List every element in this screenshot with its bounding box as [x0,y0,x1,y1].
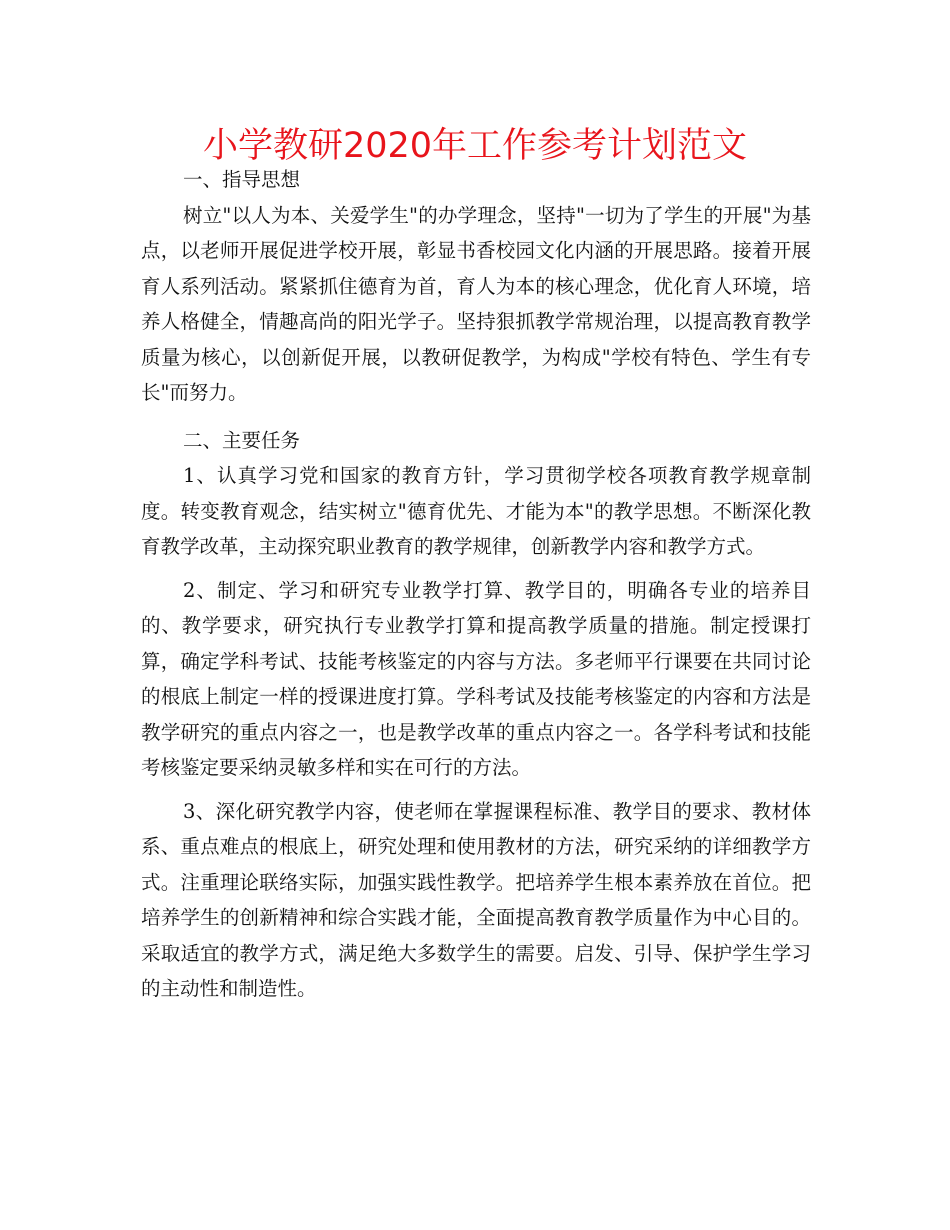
section-heading-guiding-ideology: 一、指导思想 [183,168,301,191]
paragraph-task-1: 1、认真学习党和国家的教育方针，学习贯彻学校各项教育教学规章制度。转变教育观念，结实树立"德育优先、才能为本"的教学思想。不断深化教育教学改革，主动探究职业教育的教学规律，创新教学内容和教学方式。 [141,464,811,558]
paragraph-task-3: 3、深化研究教学内容，使老师在掌握课程标准、教学目的要求、教材体系、重点难点的根底上，研究处理和使用教材的方法，研究采纳的详细教学方式。注重理论联络实际，加强实践性教学。把培养学生根本素养放在首位。把培养学生的创新精神和综合实践才能，全面提高教育教学质量作为中心目的。采取适宜的教学方式，满足绝大多数学生的需要。启发、引导、保护学生学习的主动性和制造性。 [141,799,811,1000]
section-heading-main-tasks: 二、主要任务 [183,428,301,452]
document-body [141,162,811,1007]
paragraph-task-2: 2、制定、学习和研究专业教学打算、教学目的，明确各专业的培养目的、教学要求，研究执行专业教学打算和提高教学质量的措施。制定授课打算，确定学科考试、技能考核鉴定的内容与方法。多老师平行课要在共同讨论的根底上制定一样的授课进度打算。学科考试及技能考核鉴定的内容和方法是教学研究的重点内容之一，也是教学改革的重点内容之一。各学科考试和技能考核鉴定要采纳灵敏多样和实在可行的方法。 [141,578,811,779]
document-title: 小学教研2020年工作参考计划范文 [202,126,748,166]
paragraph-guiding-ideology: 树立"以人为本、关爱学生"的办学理念，坚持"一切为了学生的开展"为基点，以老师开展促进学校开展，彰显书香校园文化内涵的开展思路。接着开展育人系列活动。紧紧抓住德育为首，育人为本的核心理念，优化育人环境，培养人格健全，情趣高尚的阳光学子。坚持狠抓教学常规治理，以提高教育教学质量为核心，以创新促开展，以教研促教学，为构成"学校有特色、学生有专长"而努力。 [141,203,811,404]
